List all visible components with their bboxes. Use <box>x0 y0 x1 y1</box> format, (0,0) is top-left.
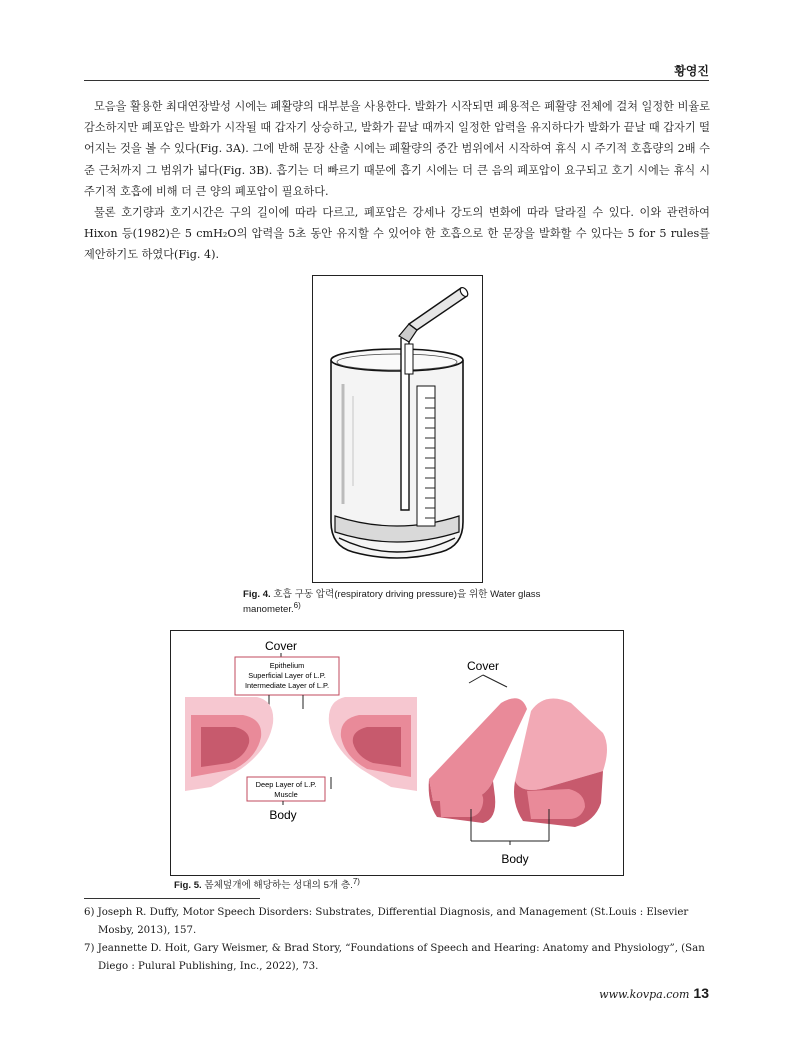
footnote-6: 6) Joseph R. Duffy, Motor Speech Disorders: Substrates, Differential Diagnosis, and Management (St.Louis : Elsevier Mosby, 2013), 157. <box>84 907 689 936</box>
fig5-caption <box>174 877 360 891</box>
deep-lp-label: Deep Layer of L.P. <box>255 780 317 789</box>
body-text <box>84 96 710 266</box>
running-header-author: 황영진 <box>674 64 709 78</box>
page-footer <box>599 985 709 1001</box>
page-number: 13 <box>693 985 709 1001</box>
water-glass-manometer-illustration <box>313 276 482 582</box>
fig5-reference: 7) <box>352 877 360 886</box>
right-cover-label: Cover <box>466 659 500 673</box>
fig5-label: Fig. 5. <box>174 880 202 892</box>
fig4-label: Fig. 4. <box>243 589 271 600</box>
fig5-image <box>170 630 624 876</box>
superficial-lp-label: Superficial Layer of L.P. <box>248 671 326 680</box>
paragraph-2: 물론 호기량과 호기시간은 구의 길이에 따라 다르고, 폐포압은 강세나 강도의 변화에 따라 달라질 수 있다. 이와 관련하여 Hixon 등(1982)은 5 cmH₂O의 압력을 5초 동안 유지할 수 있어야 한 호흡으로 한 문장을 발화할 수 있다는 5 for 5 rules를 제안하기도 하였다(Fig. 4). <box>84 206 710 262</box>
muscle-label: Muscle <box>274 790 298 799</box>
fig4-image <box>312 275 483 583</box>
fig4-caption-text: 호흡 구동 압력(respiratory driving pressure)을 위한 Water glass manometer. <box>243 589 541 616</box>
fig4-reference: 6) <box>293 601 301 610</box>
fig5-caption-text: 몸체덮개에 해당하는 성대의 5개 층. <box>204 880 353 892</box>
paragraph-1: 모음을 활용한 최대연장발성 시에는 폐활량의 대부분을 사용한다. 발화가 시작되면 폐용적은 폐활량 전체에 걸쳐 일정한 비율로 감소하지만 폐포압은 발화가 시작될 때 갑자기 상승하고, 발화가 끝날 때까지 일정한 압력을 유지하다가 발화가 끝날 때 갑자기 떨어지는 것을 볼 수 있다(Fig. 3A). 그에 반해 문장 산출 시에는 폐활량의 중간 범위에서 시작하여 휴식 시 주기적 호흡량의 2배 수준 근처까지 그 범위가 넓다(Fig. 3B). 흡기는 더 빠르기 때문에 흡기 시에는 더 큰 음의 폐포압이 요구되고 호기 시에는 휴식 시 주기적 호흡에 비해 더 큰 양의 폐포압이 필요하다. <box>84 100 710 198</box>
left-body-label: Body <box>269 808 297 822</box>
intermediate-lp-label: Intermediate Layer of L.P. <box>244 681 330 690</box>
left-cover-label: Cover <box>264 639 298 653</box>
footnote-divider <box>84 898 260 899</box>
header-divider <box>84 80 709 81</box>
footnotes <box>84 904 710 976</box>
footer-url[interactable]: www.kovpa.com <box>599 988 690 1001</box>
footnote-7: 7) Jeannette D. Hoit, Gary Weismer, & Brad Story, “Foundations of Speech and Hearing: Anatomy and Physiology”, (San Diego : Pulural Publishing, Inc., 2022), 73. <box>84 943 705 972</box>
vocal-fold-layers-illustration <box>171 631 623 875</box>
fig4-caption <box>243 589 563 615</box>
right-body-label: Body <box>501 852 529 866</box>
epithelium-label: Epithelium <box>269 661 305 670</box>
